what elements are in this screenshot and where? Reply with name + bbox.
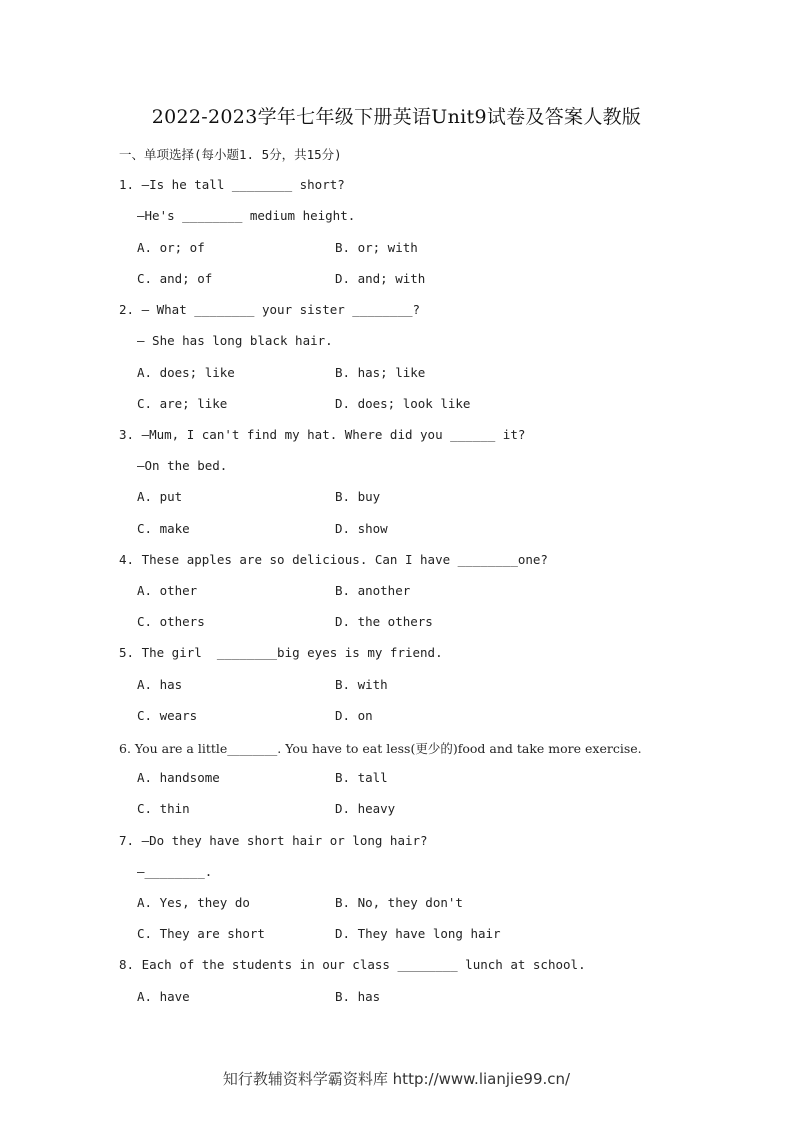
question-4-option-d: D. the others xyxy=(335,614,433,629)
footer-watermark: 知行教辅资料学霸资料库 http://www.lianjie99.cn/ xyxy=(222,1070,571,1088)
question-3-line: —On the bed. xyxy=(137,458,228,473)
question-7-option-b: B. No, they don't xyxy=(335,895,463,910)
question-6-option-b: B. tall xyxy=(335,770,388,785)
question-5-stem: 5. The girl ________big eyes is my friend. xyxy=(119,645,443,660)
question-1-option-d: D. and; with xyxy=(335,271,426,286)
question-4-option-b: B. another xyxy=(335,583,411,598)
question-2-line: — She has long black hair. xyxy=(137,333,333,348)
question-2-option-b: B. has; like xyxy=(335,365,426,380)
question-2-option-a: A. does; like xyxy=(137,365,235,380)
question-5-option-d: D. on xyxy=(335,708,373,723)
question-1-option-c: C. and; of xyxy=(137,271,213,286)
question-6-stem: 6. You are a little________. You have to eat less(更少的)food and take more exercise. xyxy=(119,741,642,756)
section-heading: 一、单项选择(每小题1. 5分，共15分) xyxy=(119,147,342,162)
question-4-option-c: C. others xyxy=(137,614,205,629)
question-6-option-a: A. handsome xyxy=(137,770,220,785)
question-7-option-c: C. They are short xyxy=(137,926,265,941)
question-6-option-d: D. heavy xyxy=(335,801,396,816)
question-4-stem: 4. These apples are so delicious. Can I have ________one? xyxy=(119,552,548,567)
question-2-option-d: D. does; look like xyxy=(335,396,471,411)
question-3-option-b: B. buy xyxy=(335,489,381,504)
question-8-stem: 8. Each of the students in our class ________ lunch at school. xyxy=(119,957,586,972)
question-6-option-c: C. thin xyxy=(137,801,190,816)
question-1-option-b: B. or; with xyxy=(335,240,418,255)
question-3-option-a: A. put xyxy=(137,489,183,504)
question-1-option-a: A. or; of xyxy=(137,240,205,255)
question-5-option-a: A. has xyxy=(137,677,183,692)
question-7-option-a: A. Yes, they do xyxy=(137,895,250,910)
question-2-stem: 2. — What ________ your sister ________? xyxy=(119,302,421,317)
question-7-line: —________. xyxy=(137,864,213,879)
question-5-option-b: B. with xyxy=(335,677,388,692)
document-title: 2022-2023学年七年级下册英语Unit9试卷及答案人教版 xyxy=(151,106,642,128)
question-3-option-c: C. make xyxy=(137,521,190,536)
question-1-stem: 1. —Is he tall ________ short? xyxy=(119,177,345,192)
question-7-option-d: D. They have long hair xyxy=(335,926,501,941)
question-2-option-c: C. are; like xyxy=(137,396,228,411)
question-1-line: —He's ________ medium height. xyxy=(137,208,356,223)
question-4-option-a: A. other xyxy=(137,583,198,598)
question-5-option-c: C. wears xyxy=(137,708,198,723)
question-7-stem: 7. —Do they have short hair or long hair? xyxy=(119,833,428,848)
question-3-option-d: D. show xyxy=(335,521,388,536)
question-3-stem: 3. —Mum, I can't find my hat. Where did you ______ it? xyxy=(119,427,526,442)
question-8-option-b: B. has xyxy=(335,989,381,1004)
question-8-option-a: A. have xyxy=(137,989,190,1004)
